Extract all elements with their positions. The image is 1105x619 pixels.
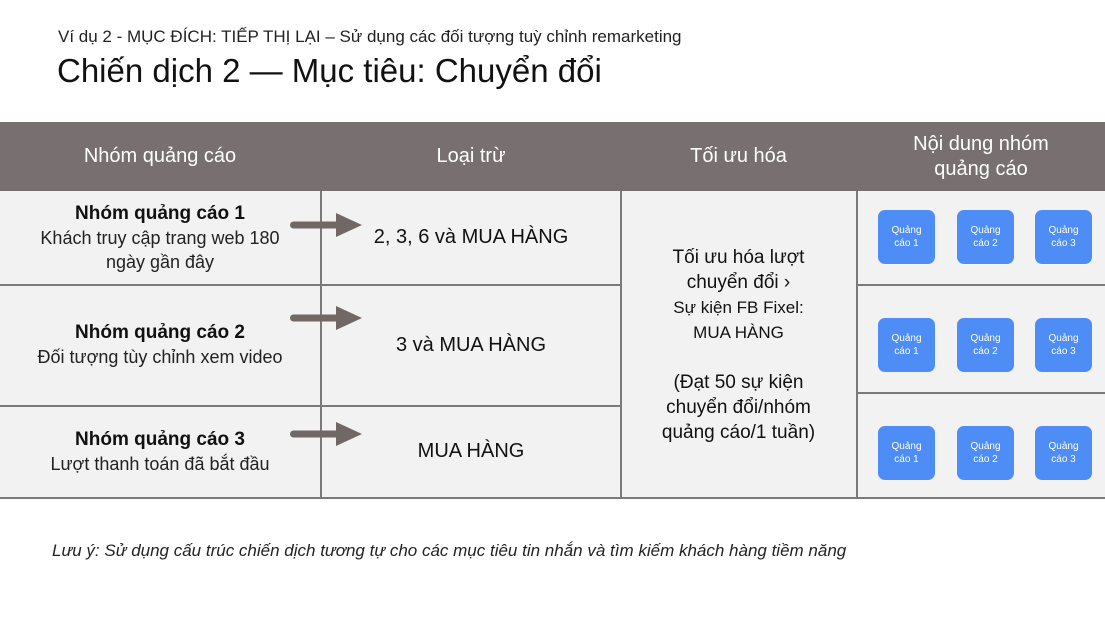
ad-row-1 xyxy=(857,210,1105,266)
ad-card: Quảng cáo 1 xyxy=(878,318,935,372)
ad-card: Quảng cáo 1 xyxy=(878,426,935,480)
group-desc: ngày gần đây xyxy=(105,251,215,272)
table-row-group-1 xyxy=(0,191,320,284)
ad-card: Quảng cáo 2 xyxy=(957,318,1014,372)
column-header-optimization: Tối ưu hóa xyxy=(690,145,787,167)
group-desc: Khách truy cập trang web 180 xyxy=(40,227,280,248)
exclusion-cell: 2, 3, 6 và MUA HÀNG xyxy=(373,226,569,248)
column-header-content-line1: Nội dung nhóm xyxy=(913,132,1049,155)
ad-card: Quảng cáo 3 xyxy=(1035,318,1092,372)
group-desc: Đối tượng tùy chỉnh xem video xyxy=(37,347,283,367)
column-header-content xyxy=(857,122,1105,191)
table-header xyxy=(0,122,1105,191)
optimization-note: quảng cáo/1 tuần) xyxy=(661,421,816,443)
exclusion-cell: MUA HÀNG xyxy=(417,440,525,462)
ad-card: Quảng cáo 3 xyxy=(1035,426,1092,480)
ad-card: Quảng cáo 2 xyxy=(957,210,1014,264)
group-name: Nhóm quảng cáo 2 xyxy=(75,322,245,343)
optimization-text: Sự kiện FB Fixel: xyxy=(673,297,804,317)
column-header-exclusions: Loại trừ xyxy=(436,145,506,167)
row-divider xyxy=(856,284,1105,286)
ad-row-3 xyxy=(857,426,1105,482)
optimization-cell xyxy=(621,191,856,498)
ad-card: Quảng cáo 3 xyxy=(1035,210,1092,264)
footnote: Lưu ý: Sử dụng cấu trúc chiến dịch tương tự cho các mục tiêu tin nhắn và tìm kiếm khách hàng tiềm năng xyxy=(52,541,847,560)
ad-row-2 xyxy=(857,318,1105,374)
column-header-groups: Nhóm quảng cáo xyxy=(83,145,237,167)
group-name: Nhóm quảng cáo 1 xyxy=(75,202,245,224)
table-row-group-2 xyxy=(0,285,320,405)
ad-card: Quảng cáo 1 xyxy=(878,210,935,264)
slide-title: Chiến dịch 2 — Mục tiêu: Chuyển đổi xyxy=(57,52,602,89)
optimization-text: Tối ưu hóa lượt xyxy=(672,246,805,268)
table-row-group-3 xyxy=(0,406,320,497)
optimization-note: chuyển đổi/nhóm xyxy=(666,396,811,418)
optimization-text: MUA HÀNG xyxy=(693,322,784,342)
group-name: Nhóm quảng cáo 3 xyxy=(75,428,245,450)
exclusion-cell: 3 và MUA HÀNG xyxy=(395,333,547,356)
table-bottom-border xyxy=(0,497,1105,499)
optimization-text: chuyển đổi › xyxy=(686,271,791,293)
slide-subtitle: Ví dụ 2 - MỤC ĐÍCH: TIẾP THỊ LẠI – Sử dụng các đối tượng tuỳ chỉnh remarketing xyxy=(58,27,682,46)
ad-card: Quảng cáo 2 xyxy=(957,426,1014,480)
group-desc: Lượt thanh toán đã bắt đầu xyxy=(50,453,270,474)
row-divider xyxy=(856,392,1105,394)
optimization-note: (Đạt 50 sự kiện xyxy=(673,371,804,393)
column-header-content-line2: quảng cáo xyxy=(934,157,1028,180)
